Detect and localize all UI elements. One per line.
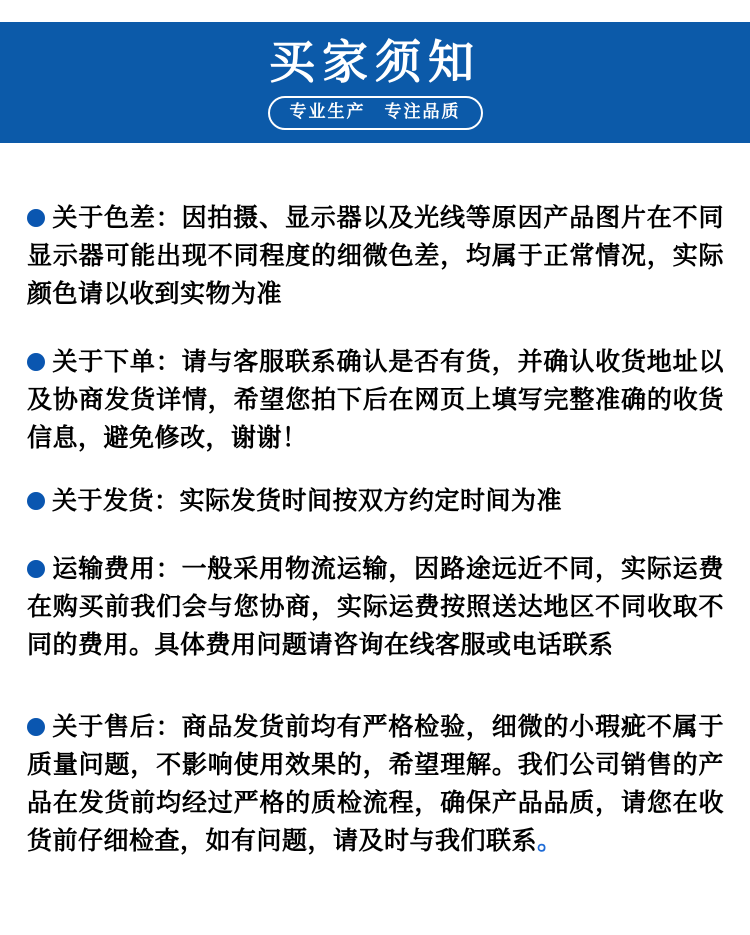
top-white-strip [0, 0, 750, 22]
subtitle-badge: 专业生产 专注品质 [268, 96, 483, 130]
notice-item-shipping [27, 482, 724, 520]
page-title: 买家须知 [269, 36, 481, 88]
notice-text: 关于色差：因拍摄、显示器以及光线等原因产品图片在不同显示器可能出现不同程度的细微色差，均属于正常情况，实际颜色请以收到实物为准 [27, 204, 724, 308]
notice-text: 关于售后：商品发货前均有严格检验，细微的小瑕疵不属于质量问题，不影响使用效果的，希望理解。我们公司销售的产品在发货前均经过严格的质检流程，确保产品品质，请您在收货前仔细检查，如有问题，请及时与我们联系 [27, 713, 724, 855]
blue-dot-icon [27, 209, 45, 227]
header-banner [0, 22, 750, 143]
notice-text-accent-period: 。 [537, 827, 563, 855]
notice-text: 关于下单：请与客服联系确认是否有货，并确认收货地址以及协商发货详情，希望您拍下后在网页上填写完整准确的收货信息，避免修改，谢谢！ [27, 348, 724, 452]
notice-text: 运输费用：一般采用物流运输，因路途远近不同，实际运费在购买前我们会与您协商，实际运费按照送达地区不同收取不同的费用。具体费用问题请咨询在线客服或电话联系 [27, 555, 724, 659]
blue-dot-icon [27, 353, 45, 371]
blue-dot-icon [27, 718, 45, 736]
notice-text: 关于发货：实际发货时间按双方约定时间为准 [52, 487, 563, 515]
notice-item-after-sales [27, 708, 724, 860]
notice-item-color-difference [27, 199, 724, 313]
notice-list [0, 199, 750, 860]
notice-item-freight [27, 550, 724, 664]
notice-item-ordering [27, 343, 724, 457]
blue-dot-icon [27, 560, 45, 578]
blue-dot-icon [27, 492, 45, 510]
